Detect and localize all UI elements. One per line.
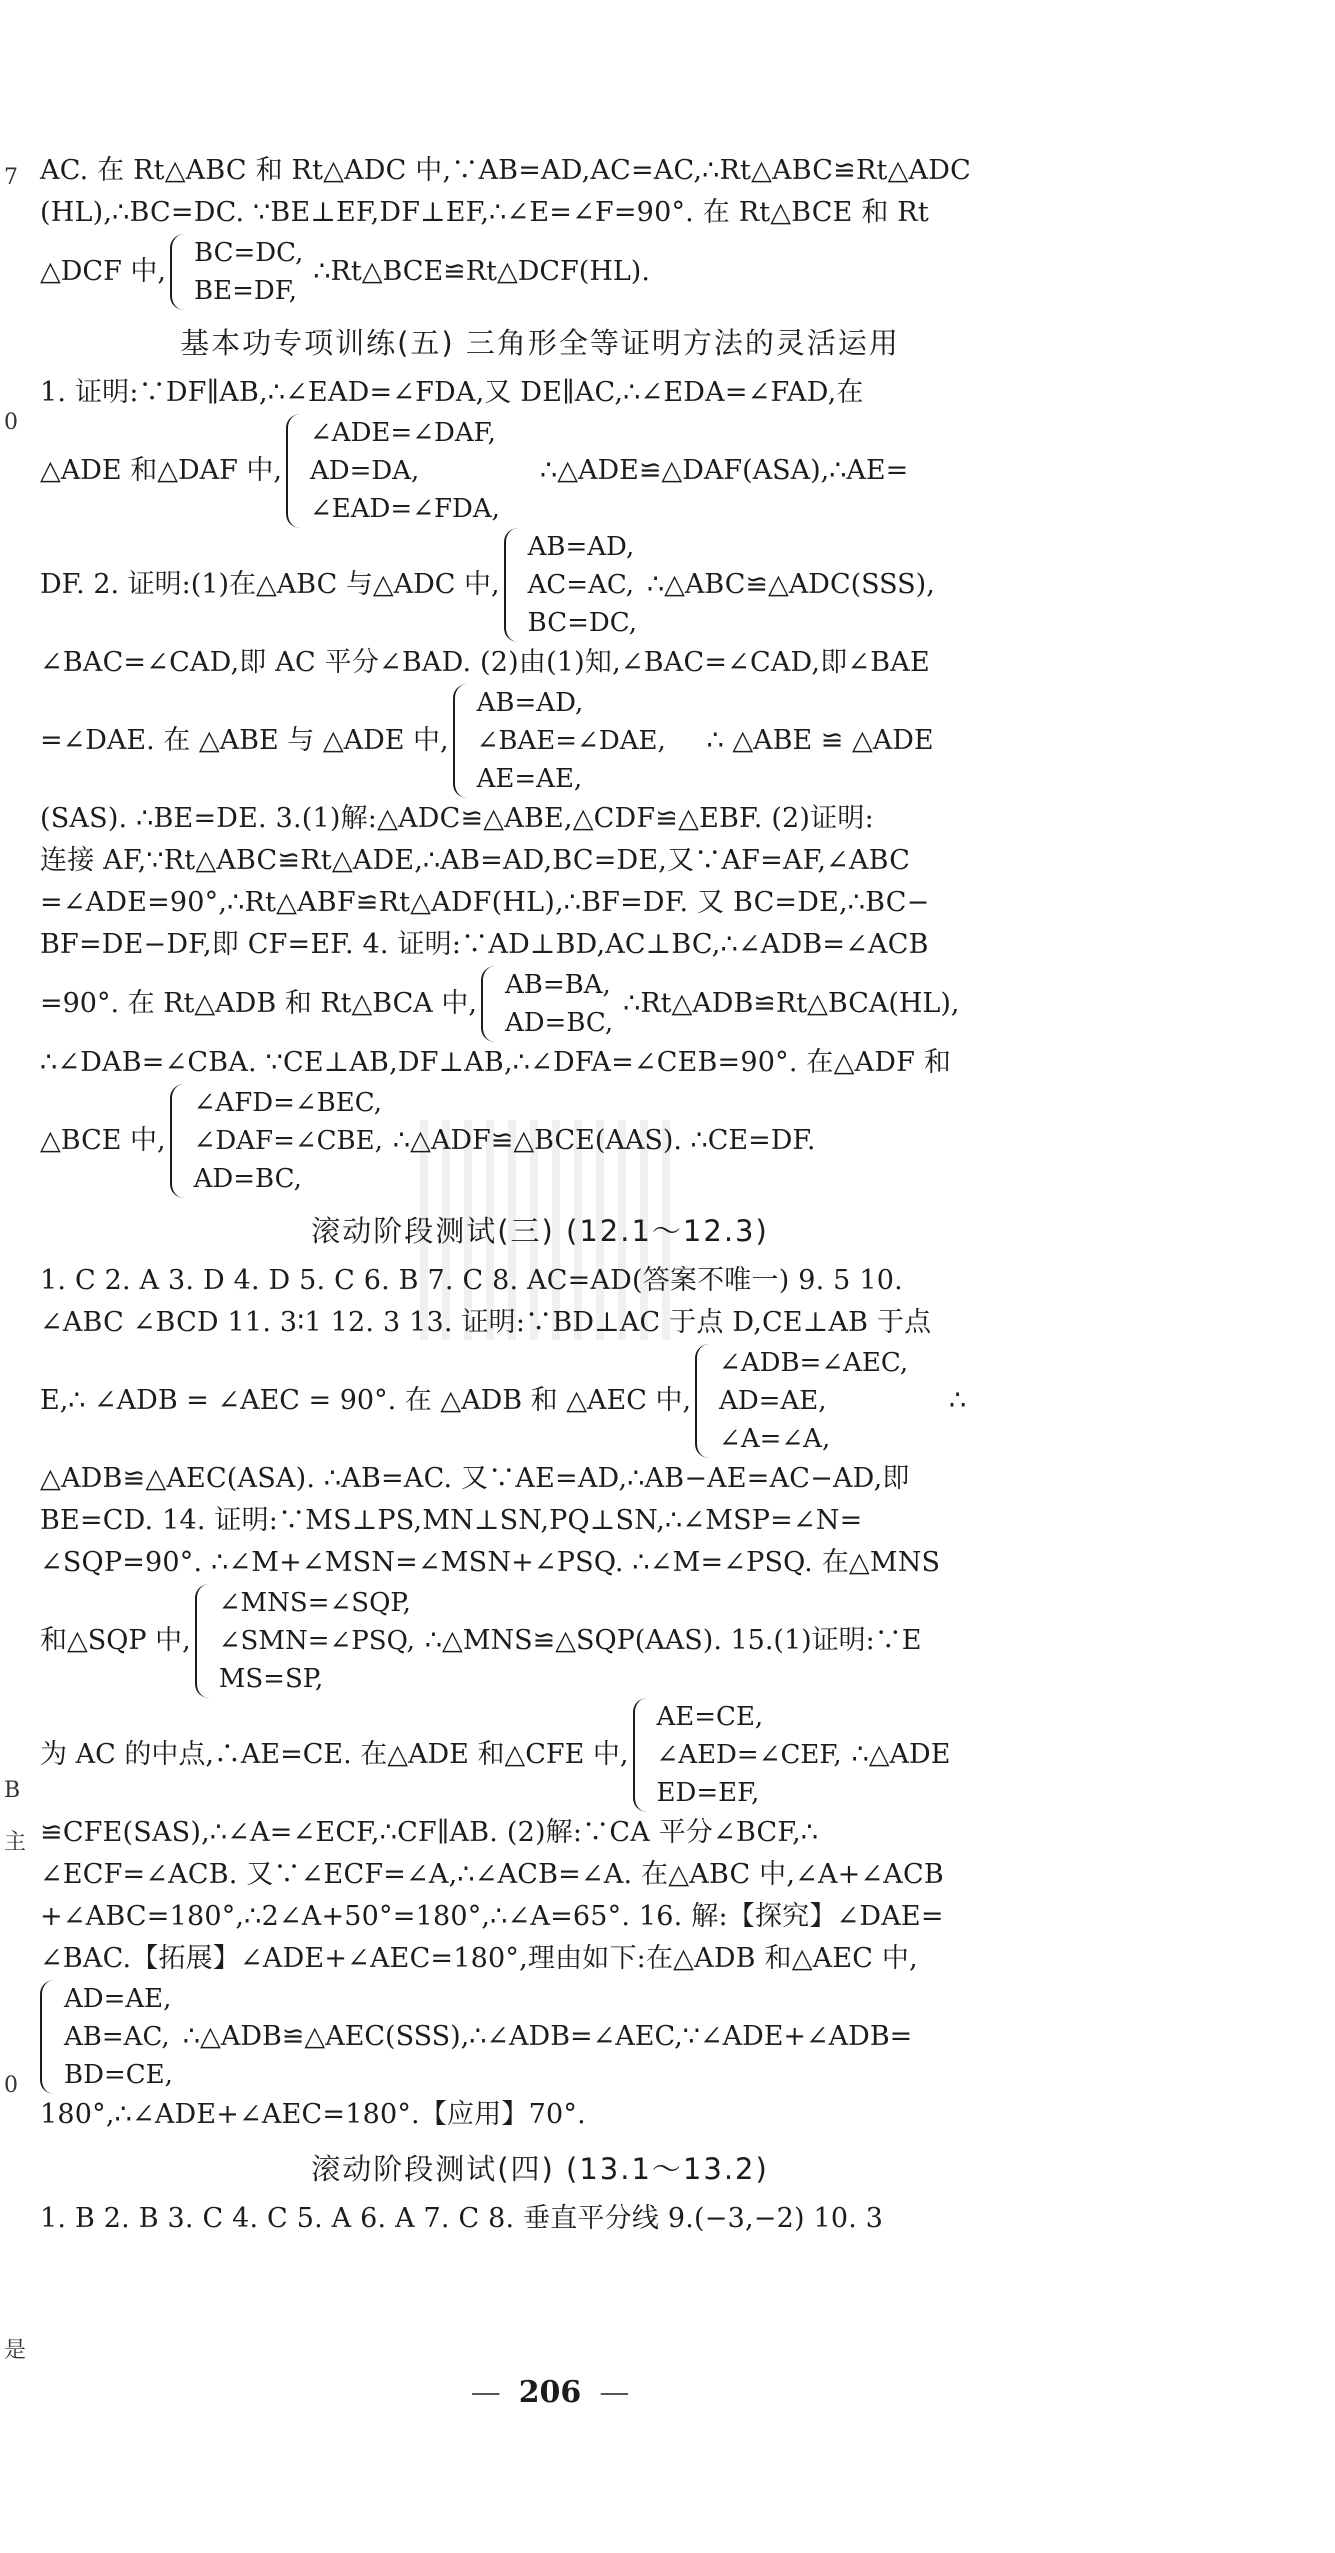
equation-line [40, 1980, 1040, 2094]
system-row: AB=AC, [64, 2022, 170, 2052]
text-line: 180°,∴∠ADE+∠AEC=180°.【应用】70°. [40, 2099, 586, 2130]
equation-line [40, 966, 1040, 1042]
system-row: AB=AD, [476, 688, 584, 718]
text-line: △ADB≌△AEC(ASA). ∴AB=AC. 又∵AE=AD,∴AB−AE=AC−AD,即 [40, 1463, 910, 1494]
text-fragment: 为 AC 的中点,∴AE=CE. 在△ADE 和△CFE 中, [40, 1739, 629, 1770]
system-row: ∠BAE=∠DAE, [476, 726, 666, 756]
system-row: AC=AC, [527, 570, 635, 600]
text-line: ∠SQP=90°. ∴∠M+∠MSN=∠MSN+∠PSQ. ∴∠M=∠PSQ. 在△MNS [40, 1547, 941, 1578]
system-row: AB=AD, [527, 532, 635, 562]
equation-line [40, 528, 1040, 642]
system-row: AE=CE, [656, 1702, 764, 1732]
text-line: ≌CFE(SAS),∴∠A=∠ECF,∴CF∥AB. (2)解:∵CA 平分∠BCF,∴ [40, 1817, 819, 1848]
brace-icon [633, 1698, 649, 1812]
text-fragment: △DCF 中, [40, 256, 166, 287]
system-row: AD=BC, [193, 1164, 302, 1194]
edge-mark: 0 [4, 410, 18, 435]
system-row: BE=DF, [193, 276, 297, 306]
text-line: 1. B 2. B 3. C 4. C 5. A 6. A 7. C 8. 垂直平分线 9.(−3,−2) 10. 3 [40, 2203, 884, 2234]
text-fragment: ∴△ADE [851, 1739, 951, 1770]
equation-system [195, 1584, 415, 1698]
edge-mark: 是 [4, 2338, 27, 2363]
edge-mark: 主 [4, 1830, 27, 1855]
dash-decoration: — [470, 2375, 501, 2410]
text-line: ∠BAC=∠CAD,即 AC 平分∠BAD. (2)由(1)知,∠BAC=∠CAD,即∠BAE [40, 647, 930, 678]
equation-system [481, 966, 613, 1042]
system-row: ∠ADB=∠AEC, [719, 1348, 909, 1378]
system-row: ∠SMN=∠PSQ, [218, 1626, 415, 1656]
text-line: +∠ABC=180°,∴2∠A+50°=180°,∴∠A=65°. 16. 解:【探究】∠DAE= [40, 1901, 944, 1932]
equation-system [453, 684, 697, 798]
section-heading: 滚动阶段测试(三) (12.1～12.3) [311, 1214, 769, 1248]
answer-page [40, 150, 1040, 2240]
page-number [0, 2375, 1100, 2410]
brace-icon [504, 528, 520, 642]
equation-line [40, 684, 1040, 798]
text-fragment: ∴△ADF≌△BCE(AAS). ∴CE=DF. [392, 1125, 816, 1156]
brace-icon [170, 234, 186, 310]
text-line: 连接 AF,∵Rt△ABC≌Rt△ADE,∴AB=AD,BC=DE,又∵AF=AF,∠ABC [40, 845, 911, 876]
brace-icon [170, 1084, 186, 1198]
system-row: ∠DAF=∠CBE, [193, 1126, 383, 1156]
text-fragment: ∴△ADE≌△DAF(ASA),∴AE= [540, 455, 909, 486]
system-row: ∠AED=∠CEF, [656, 1740, 842, 1770]
equation-line [40, 1084, 1040, 1198]
text-fragment: ∴△ADB≌△AEC(SSS),∴∠ADB=∠AEC,∵∠ADE+∠ADB= [182, 2021, 913, 2052]
equation-line [40, 1584, 1040, 1698]
text-line: ∴∠DAB=∠CBA. ∵CE⊥AB,DF⊥AB,∴∠DFA=∠CEB=90°. 在△ADF 和 [40, 1047, 952, 1078]
brace-icon [481, 966, 497, 1042]
brace-icon [453, 684, 469, 798]
equation-system [170, 1084, 383, 1198]
text-fragment: △ADE 和△DAF 中, [40, 455, 283, 486]
text-fragment: DF. 2. 证明:(1)在△ABC 与△ADC 中, [40, 569, 500, 600]
text-fragment: △BCE 中, [40, 1125, 166, 1156]
equation-system [170, 234, 303, 310]
equation-system [40, 1980, 173, 2094]
system-row: BC=DC, [527, 608, 637, 638]
equation-line [40, 234, 1040, 310]
equation-system [504, 528, 637, 642]
text-fragment: =90°. 在 Rt△ADB 和 Rt△BCA 中, [40, 988, 477, 1019]
text-fragment: ∴△MNS≌△SQP(AAS). 15.(1)证明:∵E [424, 1625, 922, 1656]
system-row: ∠MNS=∠SQP, [218, 1588, 411, 1618]
text-line: ∠ABC ∠BCD 11. 3∶1 12. 3 13. 证明:∵BD⊥AC 于点 D,CE⊥AB 于点 [40, 1307, 932, 1338]
text-fragment: =∠DAE. 在 △ABE 与 △ADE 中, [40, 725, 449, 756]
text-line: ∠ECF=∠ACB. 又∵∠ECF=∠A,∴∠ACB=∠A. 在△ABC 中,∠A+∠ACB [40, 1859, 944, 1890]
text-line: AC. 在 Rt△ABC 和 Rt△ADC 中,∵AB=AD,AC=AC,∴Rt△ABC≌Rt△ADC [40, 155, 971, 186]
text-fragment: ∴ △ABE ≌ △ADE [706, 725, 934, 756]
edge-mark: 0 [4, 2073, 18, 2098]
brace-icon [695, 1344, 711, 1458]
text-line: 1. C 2. A 3. D 4. D 5. C 6. B 7. C 8. AC=AD(答案不唯一) 9. 5 10. [40, 1265, 903, 1296]
text-fragment: ∴Rt△BCE≌Rt△DCF(HL). [313, 256, 650, 287]
section-heading: 滚动阶段测试(四) (13.1～13.2) [311, 2152, 769, 2186]
equation-line [40, 414, 1040, 528]
system-row: BC=DC, [193, 238, 304, 268]
system-row: AD=BC, [504, 1008, 614, 1038]
text-fragment: 和△SQP 中, [40, 1625, 191, 1656]
edge-mark: B [4, 1778, 21, 1803]
system-row: ED=EF, [656, 1778, 760, 1808]
text-line: 1. 证明:∵DF∥AB,∴∠EAD=∠FDA,又 DE∥AC,∴∠EDA=∠FAD,在 [40, 377, 864, 408]
page-number-value: 206 [518, 2375, 582, 2410]
system-row: AB=BA, [504, 970, 611, 1000]
equation-line [40, 1698, 1040, 1812]
equation-line [40, 1344, 1040, 1458]
system-row: AD=AE, [719, 1386, 827, 1416]
equation-system [633, 1698, 842, 1812]
equation-system [286, 414, 530, 528]
text-line: ∠BAC.【拓展】∠ADE+∠AEC=180°,理由如下:在△ADB 和△AEC 中, [40, 1943, 918, 1974]
equation-system [695, 1344, 939, 1458]
system-row: ∠EAD=∠FDA, [310, 494, 500, 524]
system-row: MS=SP, [218, 1664, 324, 1694]
text-fragment: ∴ [949, 1385, 967, 1416]
system-row: ∠AFD=∠BEC, [193, 1088, 382, 1118]
system-row: ∠ADE=∠DAF, [310, 418, 496, 448]
brace-icon [195, 1584, 211, 1698]
brace-icon [40, 1980, 56, 2094]
text-line: BE=CD. 14. 证明:∵MS⊥PS,MN⊥SN,PQ⊥SN,∴∠MSP=∠N= [40, 1505, 863, 1536]
text-line: (SAS). ∴BE=DE. 3.(1)解:△ADC≌△ABE,△CDF≌△EBF. (2)证明: [40, 803, 874, 834]
text-line: (HL),∴BC=DC. ∵BE⊥EF,DF⊥EF,∴∠E=∠F=90°. 在 Rt△BCE 和 Rt [40, 197, 929, 228]
dash-decoration: — [599, 2375, 630, 2410]
text-line: =∠ADE=90°,∴Rt△ABF≌Rt△ADF(HL),∴BF=DF. 又 BC=DE,∴BC− [40, 887, 930, 918]
system-row: AD=DA, [310, 456, 420, 486]
text-fragment: ∴Rt△ADB≌Rt△BCA(HL), [623, 988, 960, 1019]
text-fragment: E,∴ ∠ADB = ∠AEC = 90°. 在 △ADB 和 △AEC 中, [40, 1385, 692, 1416]
brace-icon [286, 414, 302, 528]
section-heading: 基本功专项训练(五) 三角形全等证明方法的灵活运用 [180, 326, 900, 360]
system-row: ∠A=∠A, [719, 1424, 831, 1454]
system-row: AD=AE, [64, 1984, 172, 2014]
edge-mark: 7 [4, 165, 18, 190]
text-fragment: ∴△ABC≌△ADC(SSS), [646, 569, 935, 600]
system-row: AE=AE, [476, 764, 583, 794]
text-line: BF=DE−DF,即 CF=EF. 4. 证明:∵AD⊥BD,AC⊥BC,∴∠ADB=∠ACB [40, 929, 929, 960]
system-row: BD=CE, [64, 2060, 173, 2090]
